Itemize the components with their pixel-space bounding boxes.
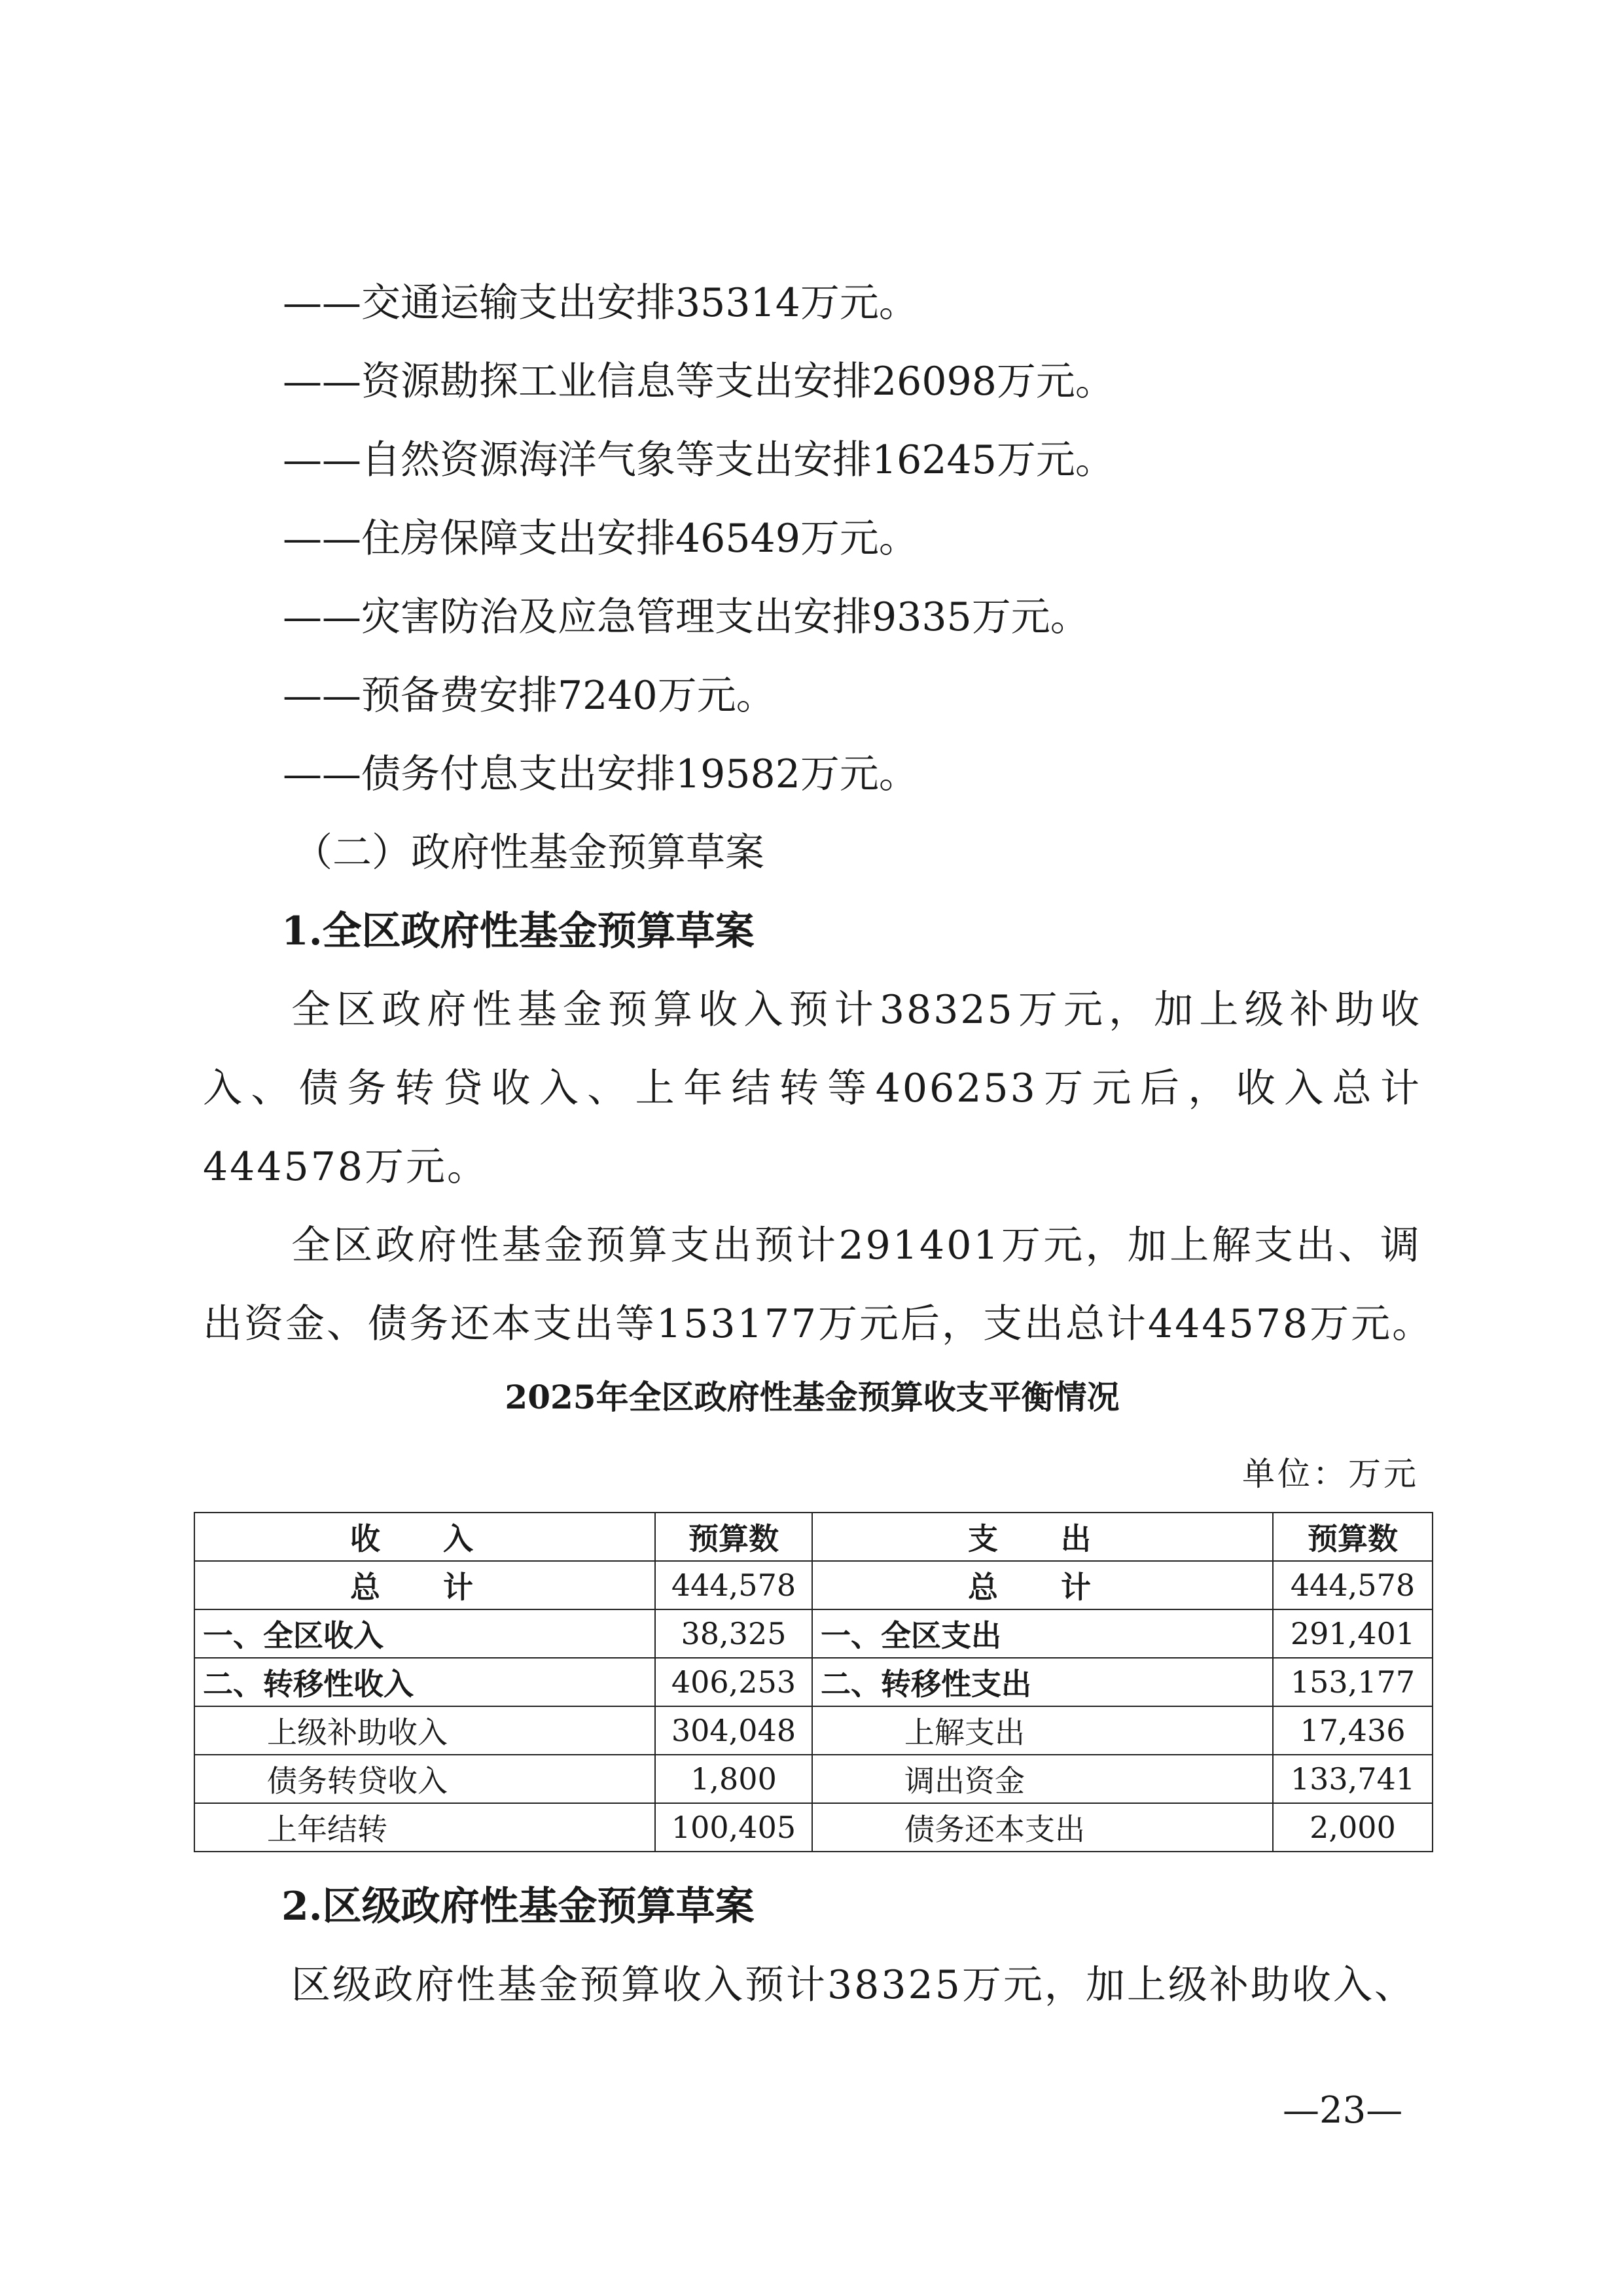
income-amount: 100,405	[655, 1803, 812, 1852]
table-row	[194, 1609, 1433, 1658]
paragraph-expense-line-1: 全区政府性基金预算支出预计291401万元，加上解支出、调	[291, 1223, 1421, 1268]
expense-label: 调出资金	[812, 1755, 1273, 1803]
table-row-total	[194, 1561, 1433, 1609]
paragraph-district-income-line-1: 区级政府性基金预算收入预计38325万元，加上级补助收入、	[291, 1962, 1416, 2008]
table-title: 2025年全区政府性基金预算收支平衡情况	[505, 1378, 1120, 1416]
income-amount: 304,048	[655, 1706, 812, 1755]
bullet-transport: ——交通运输支出安排35314万元。	[283, 280, 918, 326]
expense-amount: 2,000	[1273, 1803, 1433, 1852]
expense-label: 上解支出	[812, 1706, 1273, 1755]
expense-amount: 17,436	[1273, 1706, 1433, 1755]
bullet-resource-exploration: ——资源勘探工业信息等支出安排26098万元。	[283, 359, 1115, 404]
subheading-district-level-fund-budget: 2.区级政府性基金预算草案	[281, 1884, 755, 1929]
expense-label: 总 计	[812, 1561, 1273, 1609]
income-label: 总 计	[194, 1561, 655, 1609]
table-row	[194, 1803, 1433, 1852]
expense-amount: 153,177	[1273, 1658, 1433, 1706]
expense-amount: 291,401	[1273, 1609, 1433, 1658]
income-label: 二、转移性收入	[194, 1658, 655, 1706]
subheading-district-fund-budget: 1.全区政府性基金预算草案	[281, 908, 755, 954]
bullet-debt-interest: ——债务付息支出安排19582万元。	[283, 751, 918, 797]
expense-amount: 133,741	[1273, 1755, 1433, 1803]
table-row	[194, 1658, 1433, 1706]
table-header-row	[194, 1513, 1433, 1561]
bullet-natural-resources: ——自然资源海洋气象等支出安排16245万元。	[283, 437, 1115, 483]
expense-label: 债务还本支出	[812, 1803, 1273, 1852]
paragraph-income-line-1: 全区政府性基金预算收入预计38325万元，加上级补助收	[291, 987, 1421, 1033]
header-income-amount: 预算数	[655, 1513, 812, 1561]
table-row	[194, 1706, 1433, 1755]
income-label: 上年结转	[194, 1803, 655, 1852]
bullet-disaster-prevention: ——灾害防治及应急管理支出安排9335万元。	[283, 594, 1090, 640]
header-income: 收 入	[194, 1513, 655, 1561]
page-number: —23—	[1283, 2089, 1403, 2132]
bullet-housing: ——住房保障支出安排46549万元。	[283, 516, 918, 562]
expense-amount: 444,578	[1273, 1561, 1433, 1609]
expense-label: 二、转移性支出	[812, 1658, 1273, 1706]
paragraph-income-line-2: 入、债务转贷收入、上年结转等406253万元后，收入总计	[203, 1066, 1421, 1111]
income-label: 一、全区收入	[194, 1609, 655, 1658]
expense-label: 一、全区支出	[812, 1609, 1273, 1658]
income-amount: 444,578	[655, 1561, 812, 1609]
table-unit: 单位：万元	[1242, 1455, 1419, 1493]
income-amount: 38,325	[655, 1609, 812, 1658]
income-amount: 1,800	[655, 1755, 812, 1803]
bullet-reserve-fund: ——预备费安排7240万元。	[283, 673, 776, 719]
paragraph-expense-line-2: 出资金、债务还本支出等153177万元后，支出总计444578万元。	[203, 1301, 1434, 1347]
paragraph-income-line-3: 444578万元。	[203, 1144, 489, 1190]
income-amount: 406,253	[655, 1658, 812, 1706]
income-label: 上级补助收入	[194, 1706, 655, 1755]
income-label: 债务转贷收入	[194, 1755, 655, 1803]
header-expense-amount: 预算数	[1273, 1513, 1433, 1561]
table-row	[194, 1755, 1433, 1803]
budget-balance-table	[194, 1512, 1433, 1852]
section-heading-fund-budget: （二）政府性基金预算草案	[293, 830, 764, 876]
header-expense: 支 出	[812, 1513, 1273, 1561]
